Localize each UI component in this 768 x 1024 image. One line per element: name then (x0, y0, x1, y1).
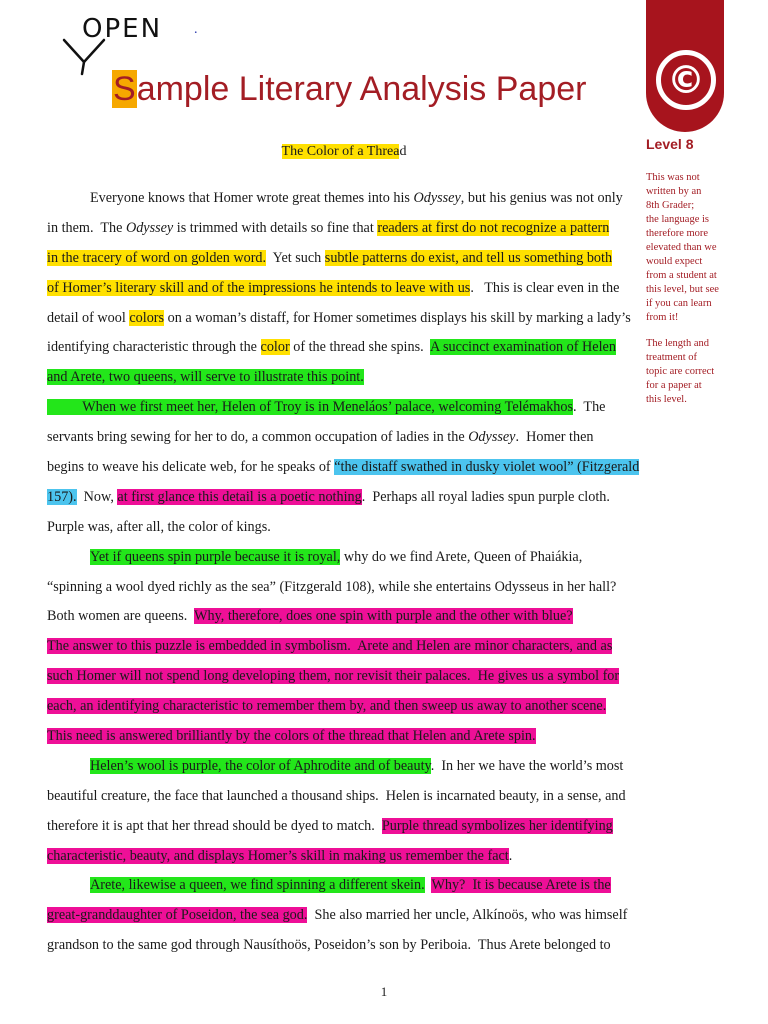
highlighted-text: colors (129, 309, 165, 326)
highlighted-text: Arete, likewise a queen, we find spinning a different skein. (90, 877, 425, 894)
highlighted-text: Helen’s wool is purple, the color of Aphrodite and of beauty (90, 757, 431, 774)
text-line (47, 842, 613, 872)
text-line (47, 244, 613, 274)
text-line (47, 483, 613, 513)
text-line (47, 931, 613, 961)
text-segment: . (508, 847, 513, 864)
text-segment: Odyssey (413, 190, 461, 206)
page-title (112, 70, 586, 109)
sidebar-note-line: This was not (646, 172, 700, 183)
highlighted-text: Why? It is because Arete is the (431, 877, 611, 894)
text-segment: . In her we have the world’s most (430, 757, 624, 774)
text-segment: grandson to the same god through Nausíthoös, Poseidon’s son by Periboia. Thus Arete belonged to (47, 937, 611, 954)
text-line (47, 692, 613, 722)
handwritten-arrow-icon (60, 34, 110, 78)
text-line (47, 573, 617, 603)
highlighted-text: The answer to this puzzle is embedded in symbolism. Arete and Helen are minor characters, and as (47, 638, 613, 655)
text-segment: detail of wool (47, 309, 130, 326)
highlighted-text: This need is answered brilliantly by the colors of the thread that Helen and Arete spin. (47, 728, 536, 745)
level-label: Level 8 (646, 136, 694, 152)
text-segment: Both women are queens. (47, 608, 195, 625)
highlighted-text: Why, therefore, does one spin with purple and the other with blue? (194, 608, 573, 625)
text-line (47, 423, 613, 453)
sidebar-note-line: would expect (646, 256, 703, 267)
essay-body (47, 184, 640, 961)
highlighted-text: Purple thread symbolizes her identifying (381, 817, 613, 834)
copyright-icon: © (656, 50, 716, 110)
text-segment: Odyssey (468, 429, 516, 446)
text-segment: Everyone knows that Homer wrote great themes into his (90, 190, 414, 206)
sidebar-note-line: this level, but see (646, 284, 719, 295)
highlighted-text: Yet if queens spin purple because it is royal, (90, 548, 341, 565)
highlighted-text: at first glance this detail is a poetic nothing (117, 488, 362, 505)
text-segment: . Perhaps all royal ladies spun purple cloth. (361, 488, 610, 505)
text-line (47, 602, 613, 632)
title-rest: ample Literary Analysis Paper (136, 70, 587, 108)
text-segment: Yet such (266, 249, 325, 266)
text-line (47, 304, 631, 334)
highlighted-text: A succinct examination of Helen (429, 339, 616, 356)
title-first-letter: S (113, 70, 136, 108)
text-segment: is trimmed with details so fine that (173, 219, 378, 236)
text-line (47, 901, 628, 931)
sidebar-note-line: therefore more (646, 228, 709, 239)
sidebar-note-line: from a student at (646, 270, 717, 281)
text-segment: why do we find Arete, Queen of Phaiákia, (340, 548, 583, 565)
sidebar-note-line: from it! (646, 312, 679, 323)
sidebar-note-line: 8th Grader; (646, 200, 695, 211)
text-segment: begins to weave his delicate web, for he speaks of (47, 459, 335, 476)
sidebar-note-line: for a paper at (646, 380, 702, 391)
text-segment: beautiful creature, the face that launched a thousand ships. Helen is incarnated beauty, in a sense, and (47, 787, 626, 804)
highlighted-text: “the distaff swathed in dusky violet wool” (Fitzgerald (334, 459, 640, 476)
sidebar-note-2 (646, 337, 736, 407)
text-segment: , but his genius was not only (460, 190, 623, 206)
sidebar-note-line: this level. (646, 394, 687, 405)
highlighted-text: characteristic, beauty, and displays Homer’s skill in making us remember the fact (47, 847, 509, 864)
text-line (47, 363, 613, 393)
text-segment: of the thread she spins. (289, 339, 430, 356)
text-segment: identifying characteristic through the (47, 339, 261, 356)
subtitle-highlight: The Color of a Threa (281, 144, 400, 159)
text-line (47, 722, 613, 752)
sidebar-note-line: elevated than we (646, 242, 717, 253)
text-line (47, 274, 620, 304)
highlighted-text: in the tracery of word on golden word. (47, 249, 267, 266)
text-line (47, 752, 624, 782)
highlighted-text: When we first meet her, Helen of Troy is in Meneláos’ palace, welcoming Telémakhos (82, 399, 574, 416)
text-line (47, 393, 613, 423)
text-line (47, 214, 613, 244)
sidebar-note-line: written by an (646, 186, 702, 197)
text-segment: “spinning a wool dyed richly as the sea” (Fitzgerald 108), while she entertains Odysseus in her hall? (47, 578, 617, 595)
text-line (47, 453, 640, 483)
text-segment: servants bring sewing for her to do, a common occupation of ladies in the (47, 429, 469, 446)
highlighted-text: of Homer’s literary skill and of the impressions he intends to leave with us (47, 279, 471, 296)
subtitle-end: d (399, 144, 407, 159)
text-segment: Purple was, after all, the color of kings. (47, 518, 271, 535)
text-line (47, 871, 613, 901)
text-segment: therefore it is apt that her thread should be dyed to match. (47, 817, 382, 834)
highlighted-text (47, 399, 82, 415)
highlighted-text: color (260, 339, 290, 356)
ink-dot: . (194, 22, 198, 37)
sidebar-note-line: topic are correct (646, 366, 715, 377)
highlighted-text: readers at first do not recognize a pattern (377, 219, 610, 236)
highlighted-text: such Homer will not spend long developing them, nor revisit their palaces. He gives us a symbol for (47, 668, 620, 685)
text-segment: . This is clear even in the (470, 279, 620, 296)
highlighted-text: subtle patterns do exist, and tell us something both (324, 249, 613, 266)
text-line (47, 662, 620, 692)
text-line (47, 782, 626, 812)
text-line (47, 543, 613, 573)
sidebar-note-1 (646, 171, 736, 325)
text-segment: She also married her uncle, Alkínoös, who was himself (307, 907, 628, 924)
sidebar-note-line: if you can learn (646, 298, 712, 309)
highlighted-text: great-granddaughter of Poseidon, the sea god. (47, 907, 308, 924)
text-line (47, 333, 616, 363)
highlighted-text: each, an identifying characteristic to remember them by, and then sweep us away to another scene. (47, 698, 607, 715)
text-segment: Odyssey (125, 219, 174, 236)
sidebar-note-line: the language is (646, 214, 709, 225)
text-line (47, 513, 613, 543)
sidebar-note-line: treatment of (646, 352, 698, 363)
text-segment: . Homer then (515, 429, 594, 446)
text-segment: in them. The (47, 219, 126, 236)
sidebar-note-line: The length and (646, 338, 709, 349)
text-segment: . The (573, 399, 606, 416)
highlighted-text: 157). (47, 488, 77, 505)
text-line (47, 632, 613, 662)
page-number: 1 (380, 984, 388, 999)
text-segment: Now, (76, 488, 118, 505)
handwritten-open-note: OPEN (82, 14, 163, 44)
highlighted-text: and Arete, two queens, will serve to illustrate this point. (47, 369, 364, 386)
text-line (47, 812, 613, 842)
text-segment: on a woman’s distaff, for Homer sometimes displays his skill by marking a lady’s (164, 309, 631, 326)
text-line (47, 184, 623, 214)
